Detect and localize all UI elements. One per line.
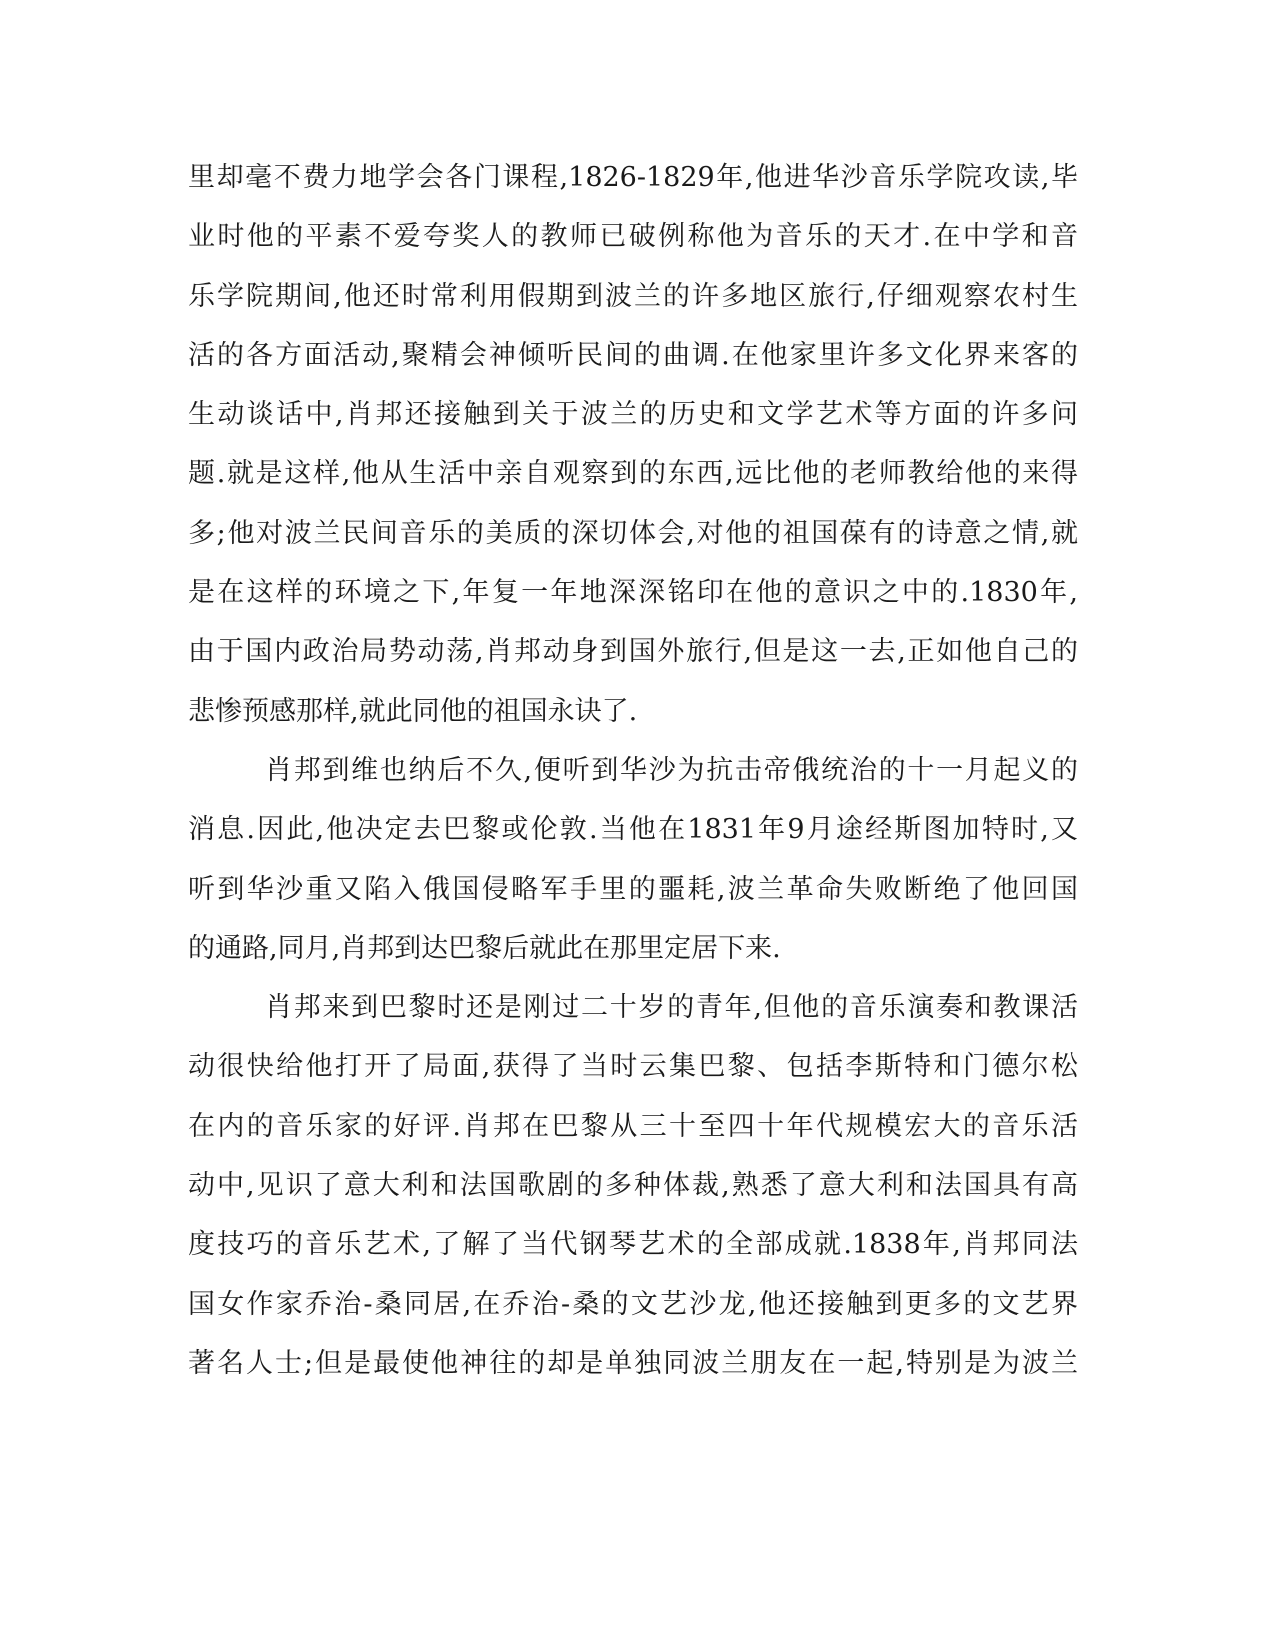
text-line: 听到华沙重又陷入俄国侵略军手里的噩耗,波兰革命失败断绝了他回国 bbox=[188, 873, 1078, 905]
text-line: 题.就是这样,他从生活中亲自观察到的东西,远比他的老师教给他的来得 bbox=[188, 458, 1078, 490]
text-line: 生动谈话中,肖邦还接触到关于波兰的历史和文学艺术等方面的许多问 bbox=[188, 399, 1078, 431]
text-line: 动中,见识了意大利和法国歌剧的多种体裁,熟悉了意大利和法国具有高 bbox=[188, 1170, 1078, 1202]
text-line: 多;他对波兰民间音乐的美质的深切体会,对他的祖国葆有的诗意之情,就 bbox=[188, 517, 1078, 549]
text-line: 在内的音乐家的好评.肖邦在巴黎从三十至四十年代规模宏大的音乐活 bbox=[188, 1110, 1078, 1142]
text-line: 业时他的平素不爱夸奖人的教师已破例称他为音乐的天才.在中学和音 bbox=[188, 221, 1078, 253]
text-line: 活的各方面活动,聚精会神倾听民间的曲调.在他家里许多文化界来客的 bbox=[188, 339, 1078, 371]
text-line: 著名人士;但是最使他神往的却是单独同波兰朋友在一起,特别是为波兰 bbox=[188, 1347, 1078, 1379]
text-line: 悲惨预感那样,就此同他的祖国永诀了. bbox=[188, 695, 638, 727]
text-line: 肖邦来到巴黎时还是刚过二十岁的青年,但他的音乐演奏和教课活 bbox=[265, 992, 1078, 1024]
text-line: 是在这样的环境之下,年复一年地深深铭印在他的意识之中的.1830年, bbox=[188, 577, 1078, 609]
body-text bbox=[188, 148, 1078, 1393]
text-line: 度技巧的音乐艺术,了解了当代钢琴艺术的全部成就.1838年,肖邦同法 bbox=[188, 1229, 1078, 1261]
text-line: 里却毫不费力地学会各门课程,1826-1829年,他进华沙音乐学院攻读,毕 bbox=[188, 162, 1078, 193]
text-line: 乐学院期间,他还时常利用假期到波兰的许多地区旅行,仔细观察农村生 bbox=[188, 280, 1078, 312]
text-line: 肖邦到维也纳后不久,便听到华沙为抗击帝俄统治的十一月起义的 bbox=[265, 754, 1078, 786]
text-line: 的通路,同月,肖邦到达巴黎后就此在那里定居下来. bbox=[188, 932, 781, 964]
text-line: 消息.因此,他决定去巴黎或伦敦.当他在1831年9月途经斯图加特时,又 bbox=[188, 814, 1078, 846]
text-line: 动很快给他打开了局面,获得了当时云集巴黎、包括李斯特和门德尔松 bbox=[188, 1051, 1078, 1083]
text-line: 国女作家乔治-桑同居,在乔治-桑的文艺沙龙,他还接触到更多的文艺界 bbox=[188, 1288, 1078, 1320]
text-line: 由于国内政治局势动荡,肖邦动身到国外旅行,但是这一去,正如他自己的 bbox=[188, 636, 1078, 668]
